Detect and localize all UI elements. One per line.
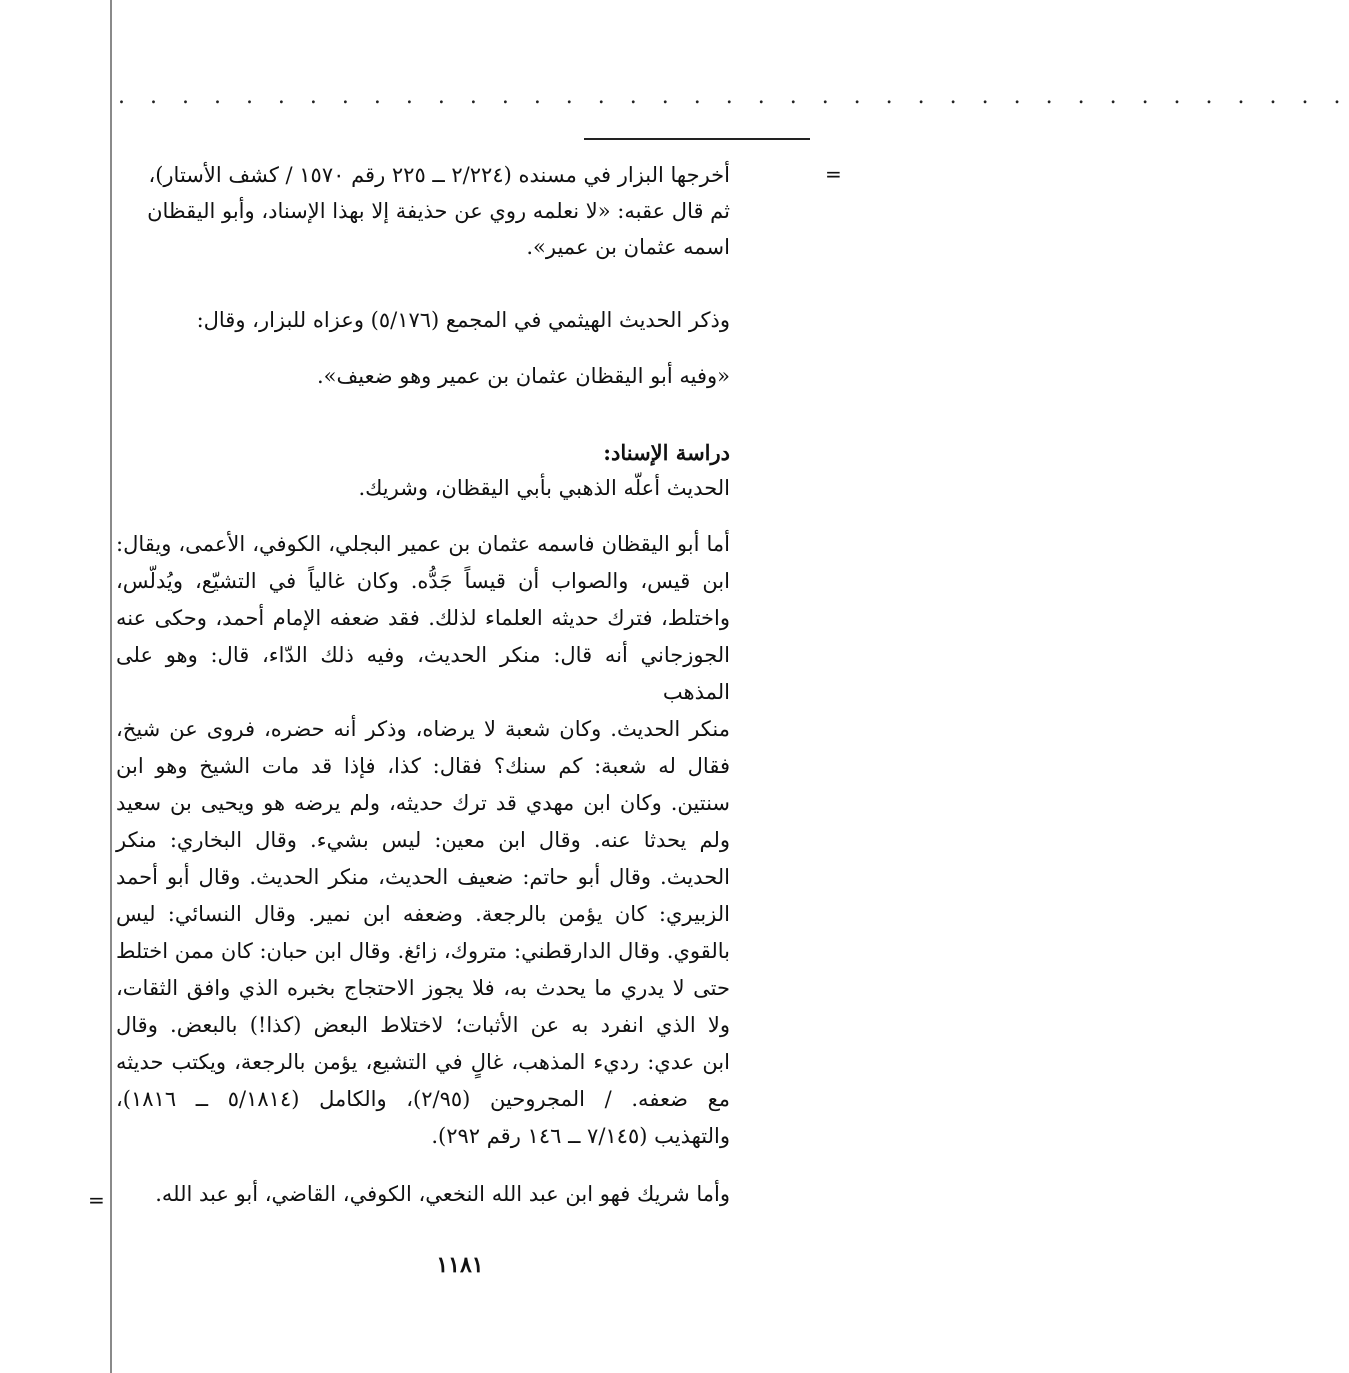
footnote-rule <box>584 138 810 140</box>
continuation-marker-top: = <box>825 162 842 186</box>
paragraph-line: حتى لا يدري ما يحدث به، فلا يجوز الاحتجاج بخبره الذي وافق الثقات، <box>116 976 730 1000</box>
footnote-haythami-line: وذكر الحديث الهيثمي في المجمع (٥/١٧٦) وعزاه للبزار، وقال: <box>196 308 730 332</box>
section-heading: دراسة الإسناد: <box>603 440 730 465</box>
footnote-haythami <box>120 302 730 414</box>
sharik-paragraph: وأما شريك فهو ابن عبد الله النخعي، الكوفي، القاضي، أبو عبد الله. <box>155 1182 730 1206</box>
footnote-haythami-quote: «وفيه أبو اليقظان عثمان بن عمير وهو ضعيف». <box>317 364 730 388</box>
paragraph-line: مع ضعفه. / المجروحين (٢/٩٥)، والكامل (٥/١٨١٤ ــ ١٨١٦)، <box>116 1087 730 1111</box>
paragraph-line: الحديث. وقال أبو حاتم: ضعيف الحديث، منكر الحديث. وقال أبو أحمد <box>116 865 730 889</box>
paragraph-line: واختلط، فترك حديثه العلماء لذلك. فقد ضعفه الإمام أحمد، وحكى عنه <box>116 606 730 630</box>
paragraph-line: ابن قيس، والصواب أن قيساً جَدُّه. وكان غالياً في التشيّع، ويُدلّس، <box>116 569 730 593</box>
paragraph-line: منكر الحديث. وكان شعبة لا يرضاه، وذكر أنه حضره، فروى عن شيخ، <box>116 717 730 741</box>
paragraph-line: ولم يحدثا عنه. وقال ابن معين: ليس بشيء. وقال البخاري: منكر <box>116 828 730 852</box>
footnote-line: ثم قال عقبه: «لا نعلمه روي عن حذيفة إلا بهذا الإسناد، وأبو اليقظان <box>147 199 730 223</box>
section-intro: الحديث أعلّه الذهبي بأبي اليقظان، وشريك. <box>358 476 730 500</box>
footnote-line: اسمه عثمان بن عمير». <box>526 235 730 259</box>
paragraph-line: الزبيري: كان يؤمن بالرجعة. وضعفه ابن نمير. وقال النسائي: ليس <box>116 902 730 926</box>
page-gutter-line <box>110 0 112 1373</box>
paragraph-line: الجوزجاني أنه قال: منكر الحديث، وفيه ذلك الدّاء، قال: وهو على المذهب <box>116 643 730 704</box>
footnote-separator-dots: . . . . . . . . . . . . . . . . . . . . . . . . . . . . . . . . . . . . . . . <box>118 84 1349 109</box>
paragraph-line: ابن عدي: رديء المذهب، غالٍ في التشيع، يؤمن بالرجعة، ويكتب حديثه <box>116 1050 730 1074</box>
paragraph-line: سنتين. وكان ابن مهدي قد ترك حديثه، ولم يرضه هو ويحيى بن سعيد <box>116 791 730 815</box>
paragraph-line: فقال له شعبة: كم سنك؟ فقال: كذا، فإذا قد مات الشيخ وهو ابن <box>116 754 730 778</box>
footnote-line: أخرجها البزار في مسنده (٢/٢٢٤ ــ ٢٢٥ رقم ١٥٧٠ / كشف الأستار)، <box>148 163 730 187</box>
paragraph-line: ولا الذي انفرد به عن الأثبات؛ لاختلاط البعض (كذا!) بالبعض. وقال <box>116 1013 730 1037</box>
paragraph-line: أما أبو اليقظان فاسمه عثمان بن عمير البجلي، الكوفي، الأعمى، ويقال: <box>116 532 730 556</box>
narrator-study-paragraph <box>116 526 730 1155</box>
footnote-continuation <box>120 157 730 265</box>
paragraph-line: والتهذيب (٧/١٤٥ ــ ١٤٦ رقم ٢٩٢). <box>431 1124 730 1148</box>
continuation-marker-bottom: = <box>88 1188 105 1212</box>
paragraph-line: بالقوي. وقال الدارقطني: متروك، زائغ. وقال ابن حبان: كان ممن اختلط <box>116 939 730 963</box>
page-number: ١١٨١ <box>436 1252 484 1278</box>
